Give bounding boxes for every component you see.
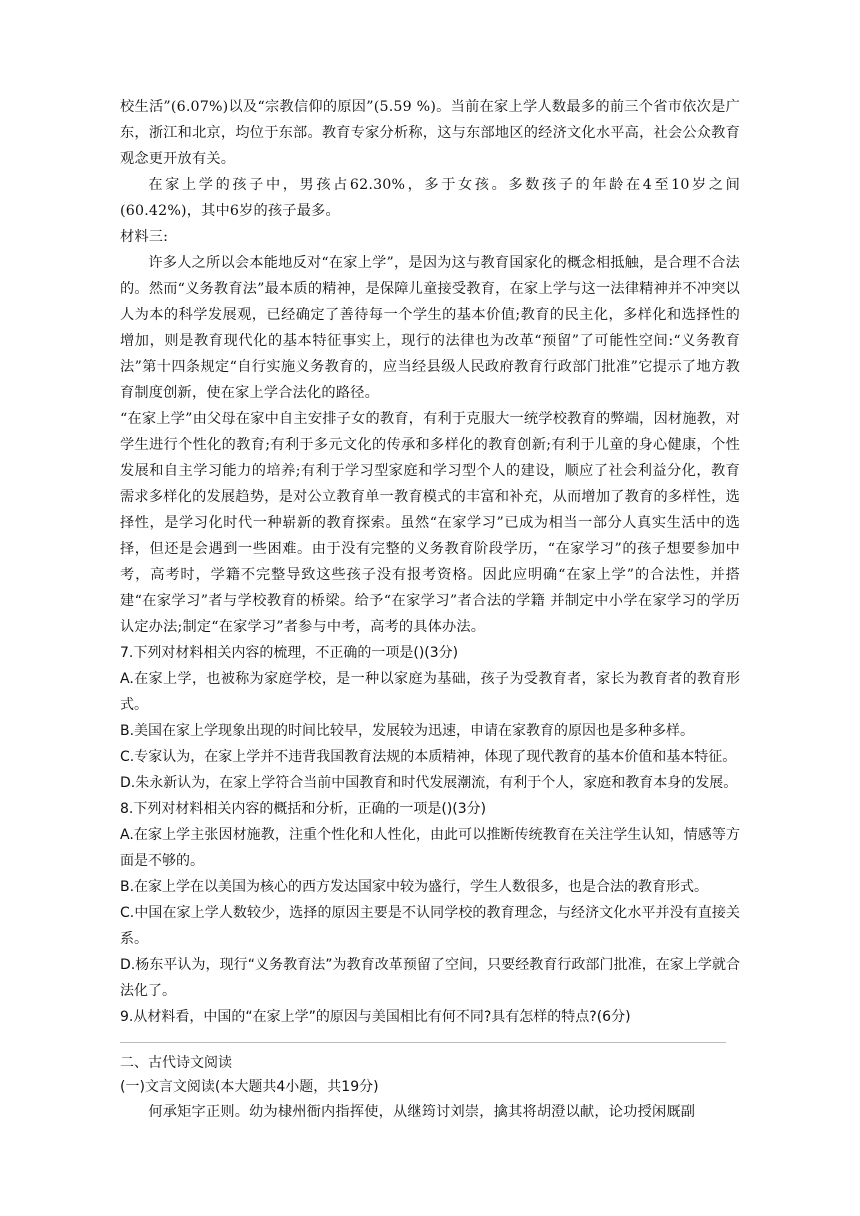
option-b: B.在家上学在以美国为核心的西方发达国家中较为盛行，学生人数很多，也是合法的教育形式。	[120, 879, 709, 895]
question-stem: 9.从材料看，中国的“在家上学”的原因与美国相比有何不同?具有怎样的特点?(6分)	[120, 1009, 631, 1025]
option-c: C.中国在家上学人数较少，选择的原因主要是不认同学校的教育理念，与经济文化水平并没有直接关系。	[120, 905, 740, 947]
material2-tail: 校生活”(6.07%)以及“宗教信仰的原因”(5.59 %)。当前在家上学人数最多的前三个省市依次是广东，浙江和北京，均位于东部。教育专家分析称，这与东部地区的经济文化水平高，社会公众教育观念更开放有关。	[120, 99, 740, 167]
option-b: B.美国在家上学现象出现的时间比较早，发展较为迅速，申请在家教育的原因也是多种多样。	[120, 723, 695, 739]
classical-text: 何承矩字正则。幼为棣州衙内指挥使，从继筠讨刘崇，擒其将胡澄以献，论功授闲厩副	[148, 1104, 696, 1120]
question-8	[120, 796, 740, 1004]
option-a: A.在家上学主张因材施教，注重个性化和人性化，由此可以推断传统教育在关注学生认知，情感等方面是不够的。	[120, 827, 740, 869]
section-divider	[120, 1042, 726, 1043]
option-d: D.杨东平认为，现行“义务教育法”为教育改革预留了空间，只要经教育行政部门批准，在家上学就合法化了。	[120, 957, 740, 999]
exam-page	[120, 94, 740, 1125]
material3-paragraph-2: “在家上学”由父母在家中自主安排子女的教育，有利于克服大一统学校教育的弊端，因材施教，对学生进行个性化的教育;有利于多元文化的传承和多样化的教育创新;有利于儿童的身心健康，个性发展和自主学习能力的培养;有利于学习型家庭和学习型个人的建设，顺应了社会利益分化，教育需求多样化的发展趋势，是对公立教育单一教育模式的丰富和补充，从而增加了教育的多样性，选择性，是学习化时代一种崭新的教育探索。虽然“在家学习”已成为相当一部分人真实生活中的选择，但还是会遇到一些困难。由于没有完整的义务教育阶段学历，“在家学习”的孩子想要参加中考，高考时，学籍不完整导致这些孩子没有报考资格。因此应明确“在家上学”的合法性，并搭建“在家学习”者与学校教育的桥梁。给予“在家学习”者合法的学籍 并制定中小学在家学习的学历认定办法;制定“在家学习”者参与中考，高考的具体办法。	[120, 411, 740, 635]
option-d: D.朱永新认为，在家上学符合当前中国教育和时代发展潮流，有利于个人，家庭和教育本身的发展。	[120, 775, 738, 791]
option-a: A.在家上学，也被称为家庭学校，是一种以家庭为基础，孩子为受教育者，家长为教育者的教育形式。	[120, 671, 740, 713]
question-stem: 7.下列对材料相关内容的梳理，不正确的一项是()(3分)	[120, 645, 459, 661]
section-subtitle: (一)文言文阅读(本大题共4小题，共19分)	[120, 1079, 379, 1095]
question-stem: 8.下列对材料相关内容的概括和分析，正确的一项是()(3分)	[120, 801, 487, 817]
material3-paragraph-1: 许多人之所以会本能地反对“在家上学”，是因为这与教育国家化的概念相抵触，是合理不合法的。然而“义务教育法”最本质的精神，是保障儿童接受教育，在家上学与这一法律精神并不冲突以人为本的科学发展观，已经确定了善待每一个学生的基本价值;教育的民主化，多样化和选择性的增加，则是教育现代化的基本特征事实上，现行的法律也为改革“预留”了可能性空间:“义务教育法”第十四条规定“自行实施义务教育的，应当经县级人民政府教育行政部门批准”它提示了地方教育制度创新，使在家上学合法化的路径。	[120, 255, 740, 401]
option-c: C.专家认为，在家上学并不违背我国教育法规的本质精神，体现了现代教育的基本价值和基本特征。	[120, 749, 737, 765]
material2-paragraph-2: 在家上学的孩子中，男孩占62.30%，多于女孩。多数孩子的年龄在4至10岁之间(60.42%)，其中6岁的孩子最多。	[120, 177, 740, 219]
question-9	[120, 1004, 740, 1030]
material3-label: 材料三:	[120, 229, 169, 245]
question-7	[120, 640, 740, 796]
section-title: 二、古代诗文阅读	[120, 1055, 232, 1071]
